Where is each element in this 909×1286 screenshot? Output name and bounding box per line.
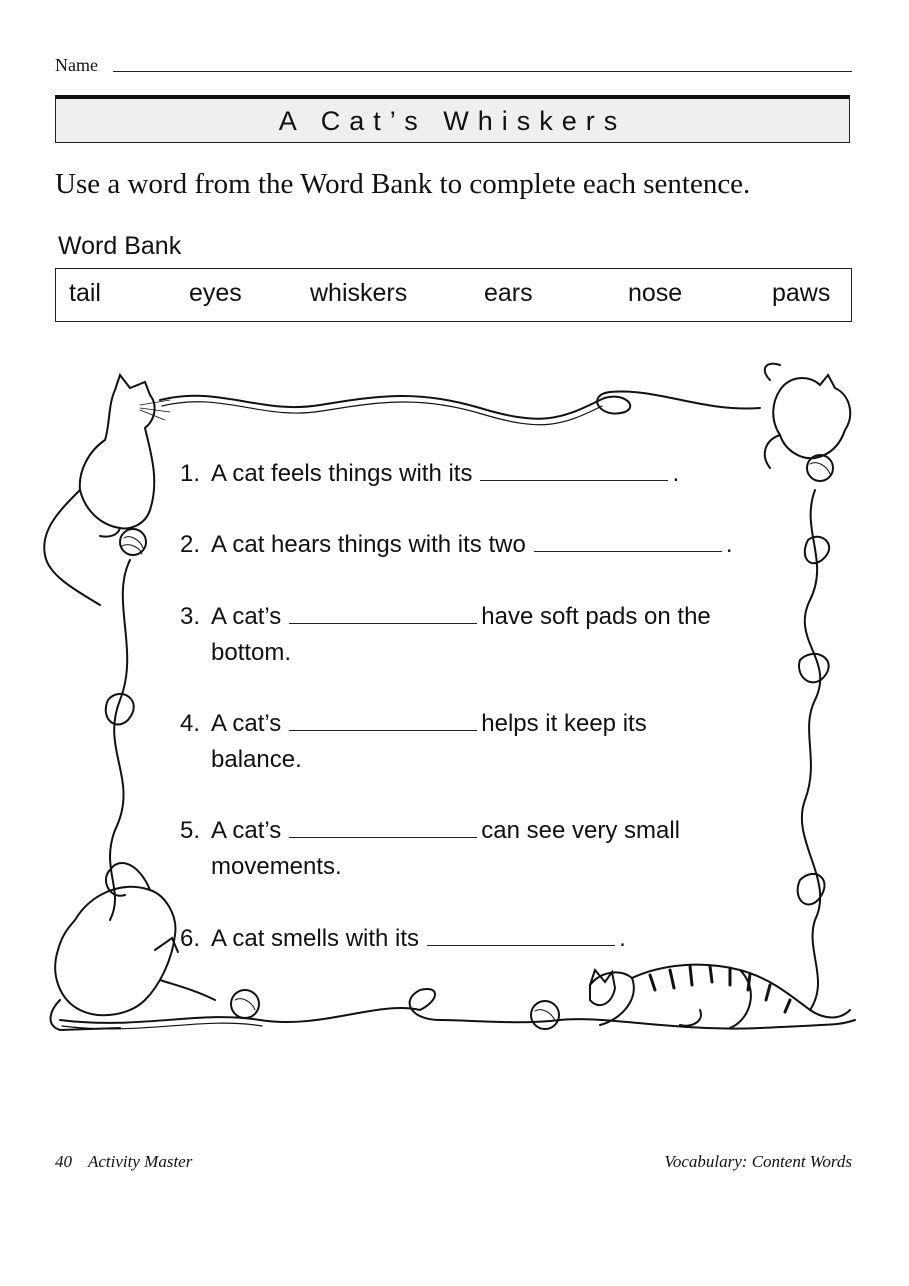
word-bank-heading: Word Bank	[58, 232, 182, 260]
question-5	[180, 813, 680, 885]
question-3	[180, 599, 711, 671]
question-number: 3.	[180, 603, 201, 630]
answer-blank[interactable]	[289, 708, 477, 731]
footer-right: Vocabulary: Content Words	[664, 1152, 852, 1171]
footer-label: Activity Master	[88, 1152, 193, 1171]
question-number: 4.	[180, 710, 201, 737]
right-yarn-strand	[802, 490, 820, 1010]
page-number: 40	[55, 1152, 72, 1171]
question-number: 6.	[180, 925, 201, 952]
name-line	[113, 71, 852, 72]
question-text: A cat smells with its	[211, 925, 420, 952]
question-text-end: can see very small	[481, 817, 681, 844]
word-bank-word: paws	[772, 279, 831, 307]
question-text-end: .	[725, 531, 733, 558]
bottom-yarn-strand	[60, 989, 855, 1029]
question-text: A cat hears things with its two	[211, 531, 526, 558]
question-number: 1.	[180, 460, 201, 487]
name-label: Name	[55, 55, 98, 75]
question-1	[180, 456, 679, 492]
question-text: A cat’s	[211, 603, 282, 630]
question-4	[180, 706, 647, 778]
answer-blank[interactable]	[534, 529, 722, 552]
question-text-end: .	[619, 925, 626, 952]
question-continuation: balance.	[211, 746, 302, 773]
footer-left	[55, 1152, 192, 1172]
question-number: 5.	[180, 817, 201, 844]
question-2	[180, 527, 732, 563]
kitten-drawing	[765, 364, 850, 481]
worksheet-title: A Cat’s Whiskers	[55, 95, 850, 143]
question-text: A cat’s	[211, 710, 282, 737]
answer-blank[interactable]	[480, 458, 668, 481]
instructions: Use a word from the Word Bank to complete each sentence.	[55, 168, 751, 200]
question-6	[180, 921, 626, 957]
answer-blank[interactable]	[289, 815, 477, 838]
question-text-end: have soft pads on the	[481, 603, 711, 630]
word-bank-word: tail	[69, 279, 101, 307]
name-row	[55, 55, 852, 77]
question-text: A cat’s	[211, 817, 282, 844]
answer-blank[interactable]	[289, 601, 477, 624]
sitting-cat-drawing	[44, 375, 170, 605]
word-bank-word: whiskers	[310, 279, 408, 307]
question-continuation: bottom.	[211, 639, 292, 666]
question-number: 2.	[180, 531, 201, 558]
word-bank-box	[55, 268, 852, 322]
question-continuation: movements.	[211, 853, 342, 880]
question-text-end: helps it keep its	[481, 710, 647, 737]
word-bank-word: nose	[628, 279, 683, 307]
answer-blank[interactable]	[427, 923, 615, 946]
word-bank-word: eyes	[189, 279, 242, 307]
question-text-end: .	[672, 460, 680, 487]
question-text: A cat feels things with its	[211, 460, 473, 487]
word-bank-word: ears	[484, 279, 533, 307]
top-yarn-strand	[160, 392, 760, 419]
